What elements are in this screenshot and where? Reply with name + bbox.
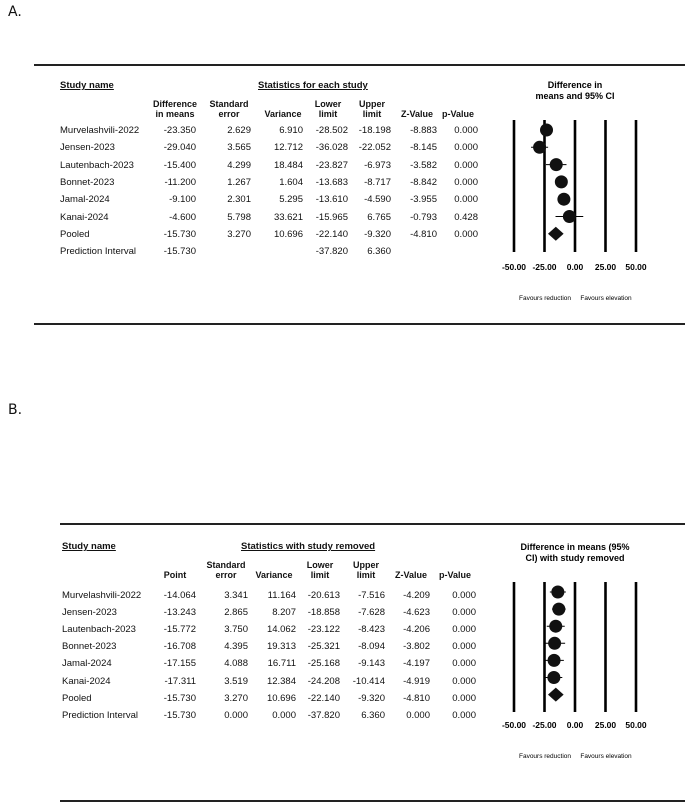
table-cell: 0.000 bbox=[452, 624, 476, 636]
study-point bbox=[551, 586, 564, 599]
table-cell: -37.820 bbox=[307, 709, 340, 721]
table-cell: -15.730 bbox=[163, 228, 196, 240]
table-cell: -24.208 bbox=[307, 675, 340, 687]
table-cell: 3.270 bbox=[227, 228, 251, 240]
column-header: Lower limit bbox=[306, 560, 334, 580]
x-tick-label: -25.00 bbox=[532, 262, 557, 272]
study-label: Prediction Interval bbox=[60, 246, 137, 258]
table-cell: 2.301 bbox=[227, 194, 251, 206]
table-cell: 10.696 bbox=[273, 228, 303, 240]
panel-a-top-rule bbox=[34, 64, 685, 66]
table-cell: 0.000 bbox=[454, 159, 478, 171]
table-cell: 0.000 bbox=[452, 641, 476, 653]
table-cell: 3.565 bbox=[227, 142, 251, 154]
table-cell: -3.802 bbox=[403, 641, 430, 653]
column-header: Lower limit bbox=[314, 99, 342, 119]
table-cell: 19.313 bbox=[266, 641, 296, 653]
table-cell: -3.582 bbox=[410, 159, 437, 171]
column-header: Upper limit bbox=[352, 560, 379, 580]
study-label: Jamal-2024 bbox=[62, 658, 112, 670]
panel-b-bottom-rule bbox=[60, 800, 685, 802]
table-cell: -15.730 bbox=[163, 246, 196, 258]
table-cell: -29.040 bbox=[163, 142, 196, 154]
x-tick-label: -25.00 bbox=[532, 720, 557, 730]
table-cell: -28.502 bbox=[315, 125, 348, 136]
study-label: Kanai-2024 bbox=[60, 211, 109, 223]
table-cell: 33.621 bbox=[273, 211, 303, 223]
column-header: Standard error bbox=[209, 99, 249, 119]
table-cell: 0.000 bbox=[452, 675, 476, 687]
table-cell: -15.965 bbox=[315, 211, 348, 223]
table-cell: -4.197 bbox=[403, 658, 430, 670]
table-cell: -15.772 bbox=[163, 624, 196, 636]
plot-title: Difference in bbox=[547, 80, 603, 90]
table-cell: 6.360 bbox=[361, 709, 385, 721]
table-cell: 0.000 bbox=[454, 125, 478, 136]
table-cell: 0.000 bbox=[454, 228, 478, 240]
pooled-diamond bbox=[548, 227, 564, 241]
column-header: Standard error bbox=[206, 560, 246, 580]
table-cell: -4.209 bbox=[403, 590, 430, 601]
table-cell: 4.395 bbox=[224, 641, 248, 653]
column-header: Z-Value bbox=[400, 109, 433, 119]
table-cell: 12.384 bbox=[266, 675, 296, 687]
table-cell: -8.145 bbox=[410, 142, 437, 154]
table-cell: -10.414 bbox=[352, 675, 385, 687]
column-header: Difference in means bbox=[152, 99, 197, 119]
table-cell: 0.000 bbox=[224, 709, 248, 721]
table-cell: 0.000 bbox=[452, 658, 476, 670]
table-cell: 18.484 bbox=[273, 159, 303, 171]
x-tick-label: 25.00 bbox=[594, 262, 617, 272]
x-tick-label: 50.00 bbox=[625, 720, 647, 730]
table-cell: -20.613 bbox=[307, 590, 340, 601]
table-cell: -8.717 bbox=[364, 176, 391, 188]
x-tick-label: 50.00 bbox=[625, 262, 647, 272]
table-cell: -22.052 bbox=[358, 142, 391, 154]
table-cell: -36.028 bbox=[315, 142, 348, 154]
table-cell: -15.400 bbox=[163, 159, 196, 171]
column-header: p-Value bbox=[441, 109, 474, 119]
column-header: Point bbox=[163, 570, 187, 580]
table-cell: -3.955 bbox=[410, 194, 437, 206]
study-point bbox=[548, 637, 561, 650]
panel-b-forest-plot bbox=[490, 536, 680, 766]
table-cell: 3.519 bbox=[224, 675, 248, 687]
table-cell: 5.798 bbox=[227, 211, 251, 223]
study-label: Lautenbach-2023 bbox=[62, 624, 136, 636]
table-cell: 12.712 bbox=[273, 142, 303, 154]
x-tick-label: -50.00 bbox=[501, 720, 527, 730]
column-header: p-Value bbox=[438, 570, 471, 580]
table-cell: -0.793 bbox=[410, 211, 437, 223]
plot-title: means and 95% CI bbox=[535, 91, 615, 101]
table-cell: 0.000 bbox=[452, 607, 476, 619]
table-cell: 3.750 bbox=[224, 624, 248, 636]
table-cell: -8.094 bbox=[358, 641, 385, 653]
table-cell: -4.600 bbox=[169, 211, 196, 223]
pooled-diamond bbox=[548, 688, 564, 702]
table-cell: 3.270 bbox=[224, 692, 248, 704]
table-cell: -23.122 bbox=[307, 624, 340, 636]
table-cell: -13.243 bbox=[163, 607, 196, 619]
table-cell: -8.423 bbox=[358, 624, 385, 636]
table-cell: 0.000 bbox=[272, 709, 296, 721]
table-cell: -17.311 bbox=[164, 675, 196, 687]
study-point bbox=[549, 620, 562, 633]
study-point bbox=[563, 210, 576, 223]
panel-b-letter: B. bbox=[8, 402, 23, 418]
table-cell: 0.000 bbox=[452, 590, 476, 601]
table-cell: -23.350 bbox=[163, 125, 196, 136]
table-cell: -4.590 bbox=[364, 194, 391, 206]
column-header: Z-Value bbox=[394, 570, 427, 580]
table-cell: -4.623 bbox=[403, 607, 430, 619]
table-cell: -4.919 bbox=[403, 675, 430, 687]
favours-right-label: Favours elevation bbox=[580, 295, 632, 302]
table-cell: -8.883 bbox=[410, 125, 437, 136]
table-cell: 0.000 bbox=[452, 692, 476, 704]
study-label: Prediction Interval bbox=[62, 709, 139, 721]
panel-a-forest-plot bbox=[490, 76, 680, 306]
table-cell: 0.000 bbox=[452, 709, 476, 721]
study-label: Jensen-2023 bbox=[60, 142, 115, 154]
study-label: Lautenbach-2023 bbox=[60, 159, 134, 171]
study-label: Pooled bbox=[62, 692, 92, 704]
table-cell: 1.604 bbox=[279, 176, 303, 188]
study-point bbox=[557, 193, 570, 206]
table-cell: -18.198 bbox=[358, 125, 391, 136]
table-cell: 14.062 bbox=[266, 624, 296, 636]
study-point bbox=[550, 158, 563, 171]
table-cell: -13.683 bbox=[315, 176, 348, 188]
table-cell: -15.730 bbox=[163, 692, 196, 704]
table-cell: -37.820 bbox=[315, 246, 348, 258]
x-tick-label: 0.00 bbox=[566, 262, 584, 272]
table-cell: 5.295 bbox=[279, 194, 303, 206]
favours-right-label: Favours elevation bbox=[580, 753, 632, 760]
table-cell: 6.360 bbox=[367, 246, 391, 258]
table-cell: -7.516 bbox=[358, 590, 385, 601]
table-cell: -13.610 bbox=[315, 194, 348, 206]
table-cell: -22.140 bbox=[315, 228, 348, 240]
x-tick-label: -50.00 bbox=[501, 262, 527, 272]
study-point bbox=[547, 671, 560, 684]
statistics-header: Statistics with study removed bbox=[241, 541, 376, 552]
table-cell: 3.341 bbox=[224, 590, 248, 601]
table-cell: -25.321 bbox=[307, 641, 340, 653]
x-tick-label: 25.00 bbox=[594, 720, 617, 730]
study-label: Bonnet-2023 bbox=[62, 641, 117, 653]
study-name-header: Study name bbox=[62, 541, 116, 552]
table-cell: -11.200 bbox=[164, 176, 196, 188]
table-cell: 1.267 bbox=[227, 176, 251, 188]
table-cell: 0.000 bbox=[454, 142, 478, 154]
table-cell: 2.629 bbox=[227, 125, 251, 136]
table-cell: 11.164 bbox=[267, 590, 296, 601]
table-cell: -6.973 bbox=[364, 159, 391, 171]
study-label: Bonnet-2023 bbox=[60, 176, 115, 188]
study-label: Pooled bbox=[60, 228, 90, 240]
table-cell: 0.000 bbox=[454, 194, 478, 206]
table-cell: -14.064 bbox=[163, 590, 196, 601]
x-tick-label: 0.00 bbox=[566, 720, 584, 730]
favours-left-label: Favours reduction bbox=[518, 753, 572, 760]
table-cell: 16.711 bbox=[267, 658, 296, 670]
study-point bbox=[540, 124, 553, 137]
table-cell: 4.088 bbox=[224, 658, 248, 670]
study-point bbox=[555, 175, 568, 188]
study-label: Murvelashvili-2022 bbox=[62, 590, 142, 601]
study-point bbox=[533, 141, 546, 154]
column-header: Upper limit bbox=[358, 99, 385, 119]
table-cell: 0.000 bbox=[454, 176, 478, 188]
plot-title: Difference in means (95% bbox=[520, 542, 630, 552]
study-label: Murvelashvili-2022 bbox=[60, 125, 140, 136]
study-name-header: Study name bbox=[60, 80, 114, 91]
table-cell: 0.000 bbox=[406, 709, 430, 721]
table-cell: -4.206 bbox=[403, 624, 430, 636]
table-cell: -16.708 bbox=[163, 641, 196, 653]
panel-b-top-rule bbox=[60, 523, 685, 525]
table-cell: -17.155 bbox=[163, 658, 196, 670]
table-cell: -9.320 bbox=[364, 228, 391, 240]
table-cell: 10.696 bbox=[266, 692, 296, 704]
panel-a-bottom-rule bbox=[34, 323, 685, 325]
statistics-header: Statistics for each study bbox=[258, 80, 368, 91]
study-label: Kanai-2024 bbox=[62, 675, 111, 687]
plot-title: CI) with study removed bbox=[525, 553, 625, 563]
table-cell: -4.810 bbox=[410, 228, 437, 240]
table-cell: -22.140 bbox=[307, 692, 340, 704]
study-label: Jamal-2024 bbox=[60, 194, 110, 206]
study-point bbox=[548, 654, 561, 667]
table-cell: 6.765 bbox=[367, 211, 391, 223]
table-cell: 4.299 bbox=[227, 159, 251, 171]
column-header: Variance bbox=[255, 570, 293, 580]
study-label: Jensen-2023 bbox=[62, 607, 117, 619]
table-cell: 8.207 bbox=[272, 607, 296, 619]
table-cell: -18.858 bbox=[307, 607, 340, 619]
favours-left-label: Favours reduction bbox=[518, 295, 572, 302]
study-point bbox=[552, 603, 565, 616]
table-cell: -8.842 bbox=[410, 176, 437, 188]
panel-a-letter: A. bbox=[8, 4, 22, 20]
table-cell: 2.865 bbox=[224, 607, 248, 619]
table-cell: -15.730 bbox=[163, 709, 196, 721]
table-cell: -9.143 bbox=[358, 658, 385, 670]
table-cell: -9.320 bbox=[358, 692, 385, 704]
table-cell: 0.428 bbox=[454, 211, 478, 223]
table-cell: 6.910 bbox=[279, 125, 303, 136]
table-cell: -7.628 bbox=[358, 607, 385, 619]
table-cell: -23.827 bbox=[315, 159, 348, 171]
table-cell: -9.100 bbox=[169, 194, 196, 206]
table-cell: -4.810 bbox=[403, 692, 430, 704]
table-cell: -25.168 bbox=[307, 658, 340, 670]
column-header: Variance bbox=[264, 109, 302, 119]
